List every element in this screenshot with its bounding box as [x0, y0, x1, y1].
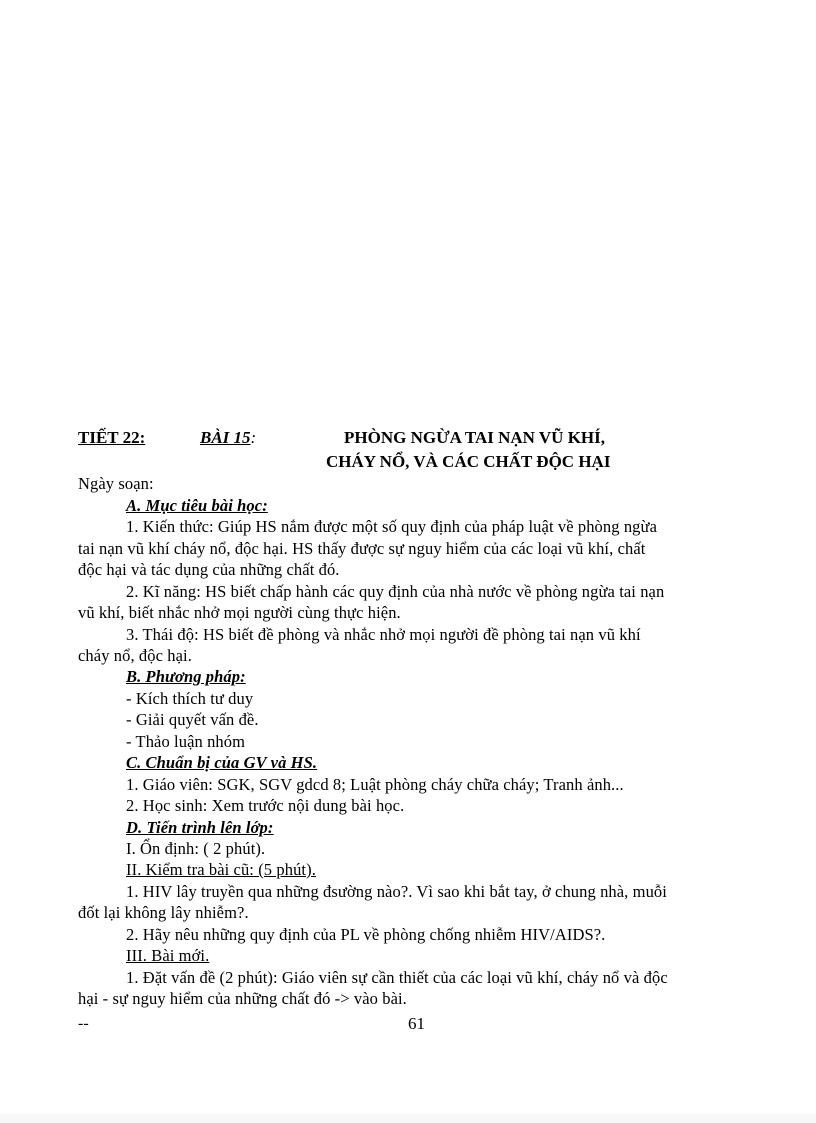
- lesson-title-label: [200, 428, 256, 448]
- d-step-2-heading: II. Kiểm tra bài cũ: (5 phút).: [126, 860, 316, 879]
- b-line: - Giải quyết vấn đề.: [126, 710, 259, 729]
- a-line: độc hại và tác dụng của những chất đó.: [78, 560, 340, 579]
- a-line: tai nạn vũ khí cháy nổ, độc hại. HS thấy được sự nguy hiểm của các loại vũ khí, chất: [78, 539, 646, 558]
- a-line: 1. Kiến thức: Giúp HS nắm được một số quy định của pháp luật về phòng ngừa: [126, 517, 658, 536]
- d-iii-line: 1. Đặt vấn đề (2 phút): Giáo viên sự cần thiết của các loại vũ khí, cháy nổ và độc: [126, 968, 668, 987]
- date-label: Ngày soạn:: [78, 474, 154, 493]
- title-line-1: PHÒNG NGỪA TAI NẠN VŨ KHÍ,: [344, 428, 606, 447]
- footer-left-mark: --: [78, 1015, 89, 1032]
- section-a-heading: A. Mục tiêu bài học:: [126, 496, 268, 515]
- section-d-heading: D. Tiến trình lên lớp:: [126, 818, 274, 837]
- a-line: 3. Thái độ: HS biết đề phòng và nhắc nhở mọi người đề phòng tai nạn vũ khí: [126, 625, 641, 644]
- a-line: vũ khí, biết nhắc nhở mọi người cùng thực hiện.: [78, 603, 401, 622]
- lesson-label-colon: :: [250, 428, 257, 447]
- d-ii-line: đốt lại không lây nhiễm?.: [78, 903, 249, 922]
- b-line: - Kích thích tư duy: [126, 689, 254, 708]
- c-line: 1. Giáo viên: SGK, SGV gdcd 8; Luật phòng cháy chữa cháy; Tranh ảnh...: [126, 775, 624, 794]
- bottom-edge: [0, 1114, 816, 1123]
- d-step-1: I. Ổn định: ( 2 phút).: [126, 839, 266, 858]
- lesson-label-text: BÀI 15: [200, 428, 251, 447]
- title-line-2: CHÁY NỔ, VÀ CÁC CHẤT ĐỘC HẠI: [326, 452, 611, 471]
- section-b-heading: B. Phương pháp:: [126, 667, 246, 686]
- d-ii-line: 1. HIV lây truyền qua những đsường nào?. Vì sao khi bắt tay, ở chung nhà, muỗi: [126, 882, 667, 901]
- section-c-heading: C. Chuẩn bị của GV và HS.: [126, 753, 318, 772]
- a-line: cháy nổ, độc hại.: [78, 646, 192, 665]
- lesson-number: TIẾT 22:: [78, 428, 146, 447]
- d-step-3-heading: III. Bài mới.: [126, 946, 210, 965]
- b-line: - Thảo luận nhóm: [126, 732, 246, 751]
- d-ii-line: 2. Hãy nêu những quy định của PL về phòng chống nhiễm HIV/AIDS?.: [126, 925, 606, 944]
- a-line: 2. Kĩ năng: HS biết chấp hành các quy định của nhà nước về phòng ngừa tai nạn: [126, 582, 665, 601]
- page-number: 61: [408, 1014, 425, 1033]
- d-iii-line: hại - sự nguy hiểm của những chất đó -> vào bài.: [78, 989, 407, 1008]
- c-line: 2. Học sinh: Xem trước nội dung bài học.: [126, 796, 405, 815]
